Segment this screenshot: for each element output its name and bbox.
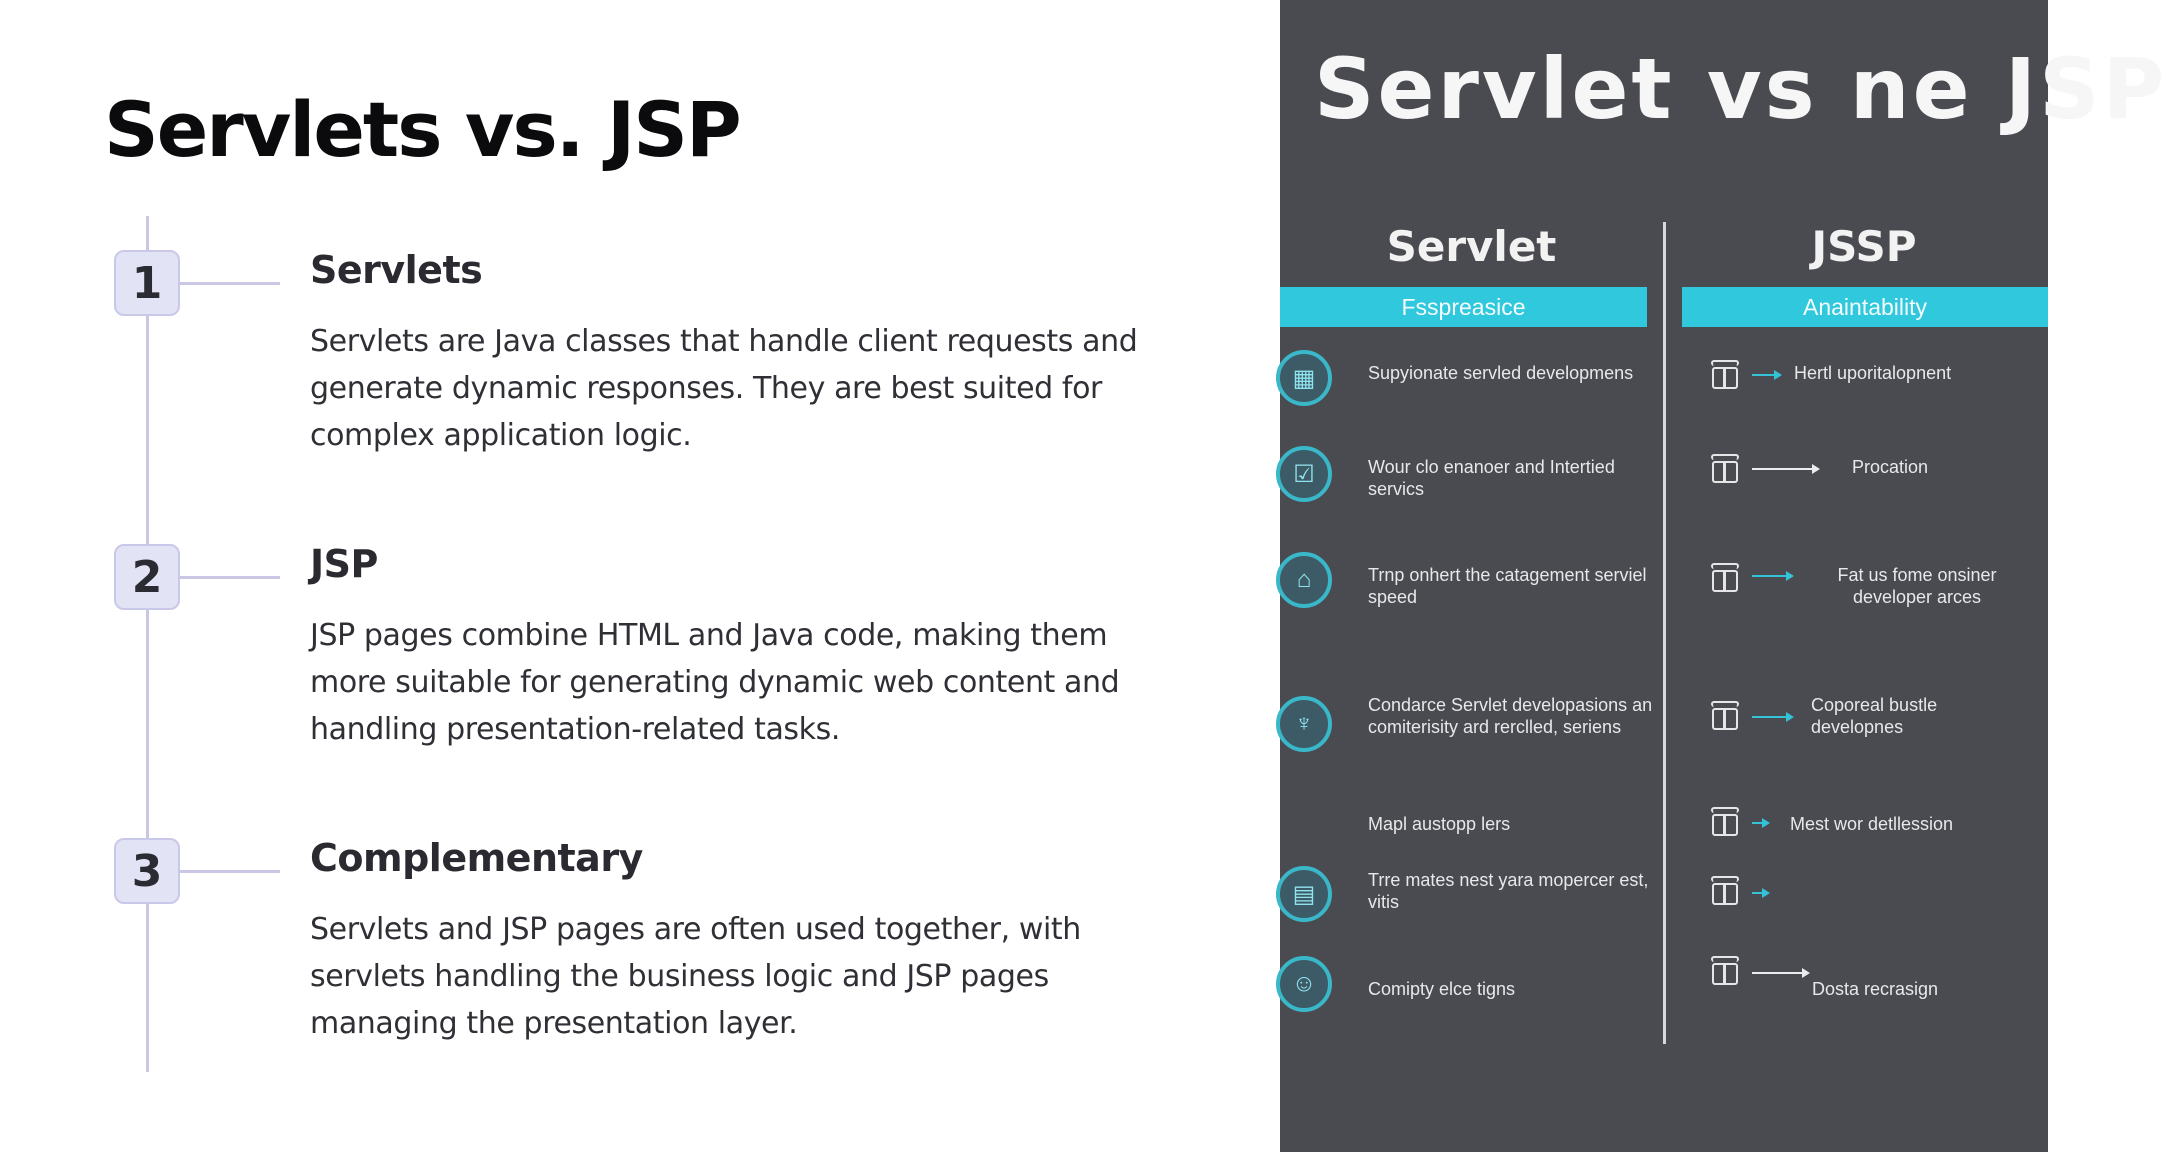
jsp-row-text: Procation bbox=[1852, 457, 1929, 477]
arrow-icon bbox=[1752, 822, 1768, 824]
step-description: Servlets are Java classes that handle client requests and generate dynamic responses. They are best suited for complex application logic. bbox=[310, 324, 1138, 453]
servlet-row-text: Wour clo enanoer and Intertied servics bbox=[1368, 457, 1615, 499]
arrow-icon bbox=[1752, 575, 1792, 577]
gift-icon bbox=[1712, 708, 1738, 730]
slide-title: Servlets vs. JSP bbox=[104, 85, 740, 174]
step-description: JSP pages combine HTML and Java code, making them more suitable for generating dynamic web content and handling presentation-related tasks. bbox=[310, 618, 1120, 747]
jsp-category-bar: Anaintability bbox=[1682, 287, 2048, 327]
servlet-column-heading: Servlet bbox=[1386, 222, 1557, 271]
arrow-icon bbox=[1752, 716, 1792, 718]
step-connector bbox=[180, 282, 280, 285]
servlet-row-text: Trre mates nest yara mopercer est, vitis bbox=[1368, 870, 1649, 912]
jsp-row-text: Coporeal bustle developnes bbox=[1811, 695, 1938, 737]
servlet-row-text: Condarce Servlet developasions an comiterisity ard rerclled, seriens bbox=[1368, 695, 1653, 737]
step-connector bbox=[180, 576, 280, 579]
plant-icon: ♆ bbox=[1276, 696, 1332, 752]
gift-icon bbox=[1712, 461, 1738, 483]
step-connector bbox=[180, 870, 280, 873]
arrow-icon bbox=[1752, 374, 1780, 376]
step-title: Complementary bbox=[310, 836, 643, 880]
building-icon: ⌂ bbox=[1276, 552, 1332, 608]
jsp-row-text: Dosta recrasign bbox=[1812, 979, 1939, 999]
document-icon: ▤ bbox=[1276, 866, 1332, 922]
gift-icon bbox=[1712, 367, 1738, 389]
jsp-column-heading: JSSP bbox=[1811, 222, 1917, 271]
arrow-icon bbox=[1752, 892, 1768, 894]
step-description: Servlets and JSP pages are often used together, with servlets handling the business logic and JSP pages managing the presentation layer. bbox=[310, 912, 1081, 1041]
jsp-row-text: Fat us fome onsiner developer arces bbox=[1837, 565, 1997, 607]
servlet-row-text: Comipty elce tigns bbox=[1368, 979, 1516, 999]
arrow-icon bbox=[1752, 972, 1808, 974]
servlet-row-text: Supyionate servled developmens bbox=[1368, 363, 1634, 383]
servlet-row-text: Mapl austopp lers bbox=[1368, 814, 1511, 834]
servlet-category-bar: Fsspreasice bbox=[1280, 287, 1647, 327]
calculator-icon: ▦ bbox=[1276, 350, 1332, 406]
timeline-line bbox=[146, 216, 149, 1072]
step-number-badge: 1 bbox=[114, 250, 180, 316]
gift-icon bbox=[1712, 570, 1738, 592]
gift-icon bbox=[1712, 963, 1738, 985]
person-icon: ☺ bbox=[1276, 956, 1332, 1012]
gift-icon bbox=[1712, 883, 1738, 905]
checkbox-icon: ☑ bbox=[1276, 446, 1332, 502]
infographic-title: Servlet vs ne JSP bbox=[1314, 40, 2167, 138]
column-divider bbox=[1663, 222, 1666, 1044]
step-title: Servlets bbox=[310, 248, 483, 292]
gift-icon bbox=[1712, 814, 1738, 836]
arrow-icon bbox=[1752, 468, 1818, 470]
jsp-row-text: Mest wor detllession bbox=[1790, 814, 1954, 834]
jsp-row-text: Hertl uporitalopnent bbox=[1794, 363, 1952, 383]
step-number-badge: 2 bbox=[114, 544, 180, 610]
step-title: JSP bbox=[310, 542, 378, 586]
servlet-row-text: Trnp onhert the catagement serviel speed bbox=[1368, 565, 1647, 607]
step-number-badge: 3 bbox=[114, 838, 180, 904]
infographic-image bbox=[1280, 0, 2167, 1152]
